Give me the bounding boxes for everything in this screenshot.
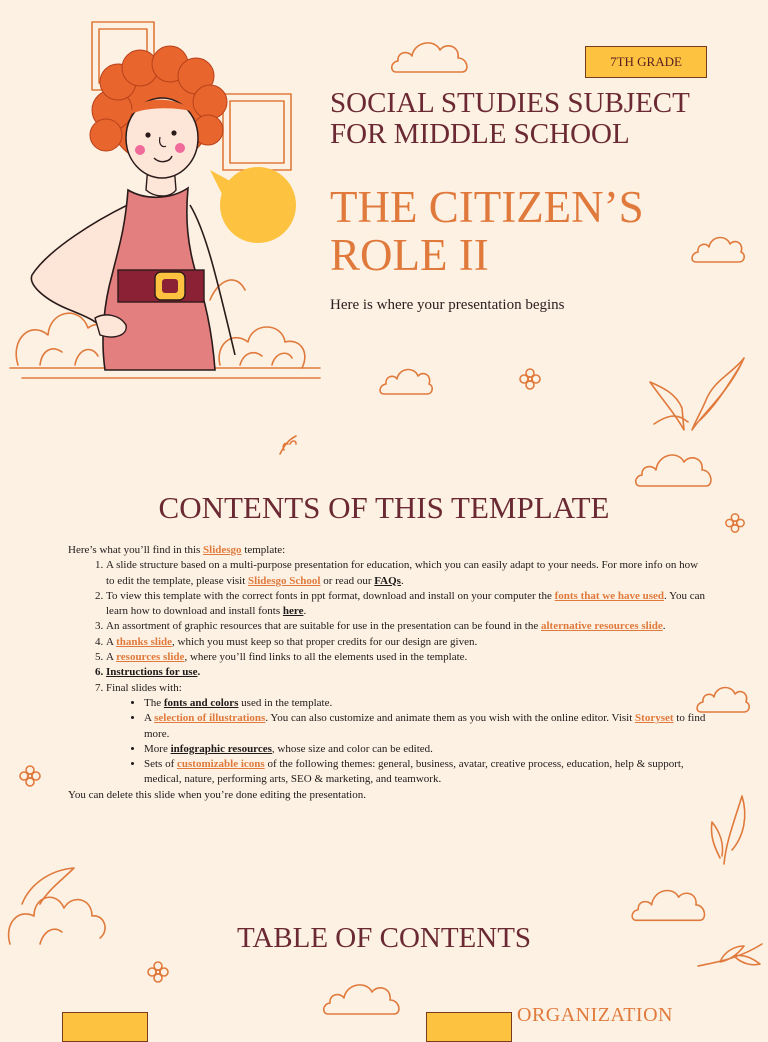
cloud-icon	[632, 442, 714, 494]
toc-number-box	[62, 1012, 148, 1042]
speech-bubble-icon	[220, 167, 296, 243]
storyset-link[interactable]: Storyset	[635, 712, 674, 725]
resources-slide-link[interactable]: resources slide	[116, 651, 185, 664]
leaf-branch-icon	[704, 792, 754, 866]
list-item: 2. To view this template with the correct fonts in ppt format, download and install on your computer the fonts that we have used. You can learn how to download and install fonts here.	[106, 589, 708, 620]
toc-section-label: ORGANIZATION	[517, 1004, 673, 1026]
grade-badge-label: 7TH GRADE	[610, 54, 682, 69]
alternative-resources-link[interactable]: alternative resources slide	[540, 620, 663, 633]
list-item: • Sets of customizable icons of the following themes: general, business, avatar, creative process, education, help & support, medical, nature, performing arts, SEO & marketing, and teamwork.	[144, 757, 708, 788]
contents-heading: CONTENTS OF THIS TEMPLATE	[158, 490, 610, 525]
cloud-icon	[388, 32, 472, 80]
final-slides-list	[106, 696, 708, 788]
fonts-and-colors-link[interactable]: fonts and colors	[163, 696, 239, 709]
cloud-icon	[320, 974, 404, 1022]
cover-title: THE CITIZEN’S ROLE II	[330, 182, 644, 280]
contents-intro: Here’s what you’ll find in this Slidesgo template:	[68, 544, 286, 556]
flower-icon	[18, 764, 42, 788]
icons-link[interactable]: customizable icons	[177, 758, 265, 771]
grade-badge	[585, 46, 707, 78]
thanks-slide-link[interactable]: thanks slide	[116, 635, 173, 648]
illustrations-link[interactable]: selection of illustrations	[154, 712, 266, 725]
fonts-link[interactable]: fonts that we have used	[554, 589, 665, 602]
instructions-link[interactable]: Instructions for use	[106, 666, 198, 679]
cloud-icon	[690, 228, 746, 270]
slidesgo-link[interactable]: Slidesgo	[203, 544, 242, 556]
list-item: • More infographic resources, whose size and color can be edited.	[144, 742, 708, 757]
contents-outro: You can delete this slide when you’re done editing the presentation.	[68, 788, 366, 801]
cover-subtitle: SOCIAL STUDIES SUBJECT FOR MIDDLE SCHOOL	[330, 87, 690, 150]
cloud-icon	[628, 878, 708, 928]
frame-right-outline	[223, 94, 291, 170]
leaf-branch-icon	[644, 352, 754, 434]
flower-icon	[146, 960, 170, 984]
leaf-sprig-icon	[276, 432, 302, 458]
list-item: 6. Instructions for use.	[106, 665, 708, 680]
cloud-icon	[378, 362, 434, 402]
contents-body	[68, 543, 708, 803]
here-link[interactable]: here	[282, 605, 304, 618]
faqs-link[interactable]: FAQs	[374, 574, 401, 587]
infographic-link[interactable]: infographic resources	[170, 742, 272, 755]
list-item: 7. Final slides with: • The fonts and colors used in the template. • A selection of illustrations. You can also customize and animate them as you wish with the online editor. Visit Storyset to find more. • More infographic resources, whose size and color can be edited. • Sets of customizable icons of the following themes: general, business, avatar, creative process, education, help & support, medical, nature, performing arts, SEO & marketing, and teamwork.	[106, 681, 708, 788]
toc-heading: TABLE OF CONTENTS	[236, 922, 532, 954]
slidesgo-school-link[interactable]: Slidesgo School	[248, 574, 321, 587]
list-item: 4. A thanks slide, which you must keep so that proper credits for our design are given.	[106, 635, 708, 650]
list-item: 3. An assortment of graphic resources that are suitable for use in the presentation can be found in the alternative resources slide.	[106, 619, 708, 634]
list-item: • A selection of illustrations. You can also customize and animate them as you wish with the online editor. Visit Storyset to find more.	[144, 711, 708, 742]
cover-illustration	[0, 0, 330, 385]
toc-number-box	[426, 1012, 512, 1042]
contents-list	[68, 558, 708, 787]
flower-icon	[518, 367, 542, 391]
list-item: • The fonts and colors used in the template.	[144, 696, 708, 711]
list-item: 1. A slide structure based on a multi-purpose presentation for education, which you can easily adapt to your needs. For more info on how to edit the template, please visit Slidesgo School or read our FAQs.	[106, 558, 708, 589]
list-item: 5. A resources slide, where you’ll find links to all the elements used in the template.	[106, 650, 708, 665]
cover-tagline: Here is where your presentation begins	[330, 297, 565, 313]
